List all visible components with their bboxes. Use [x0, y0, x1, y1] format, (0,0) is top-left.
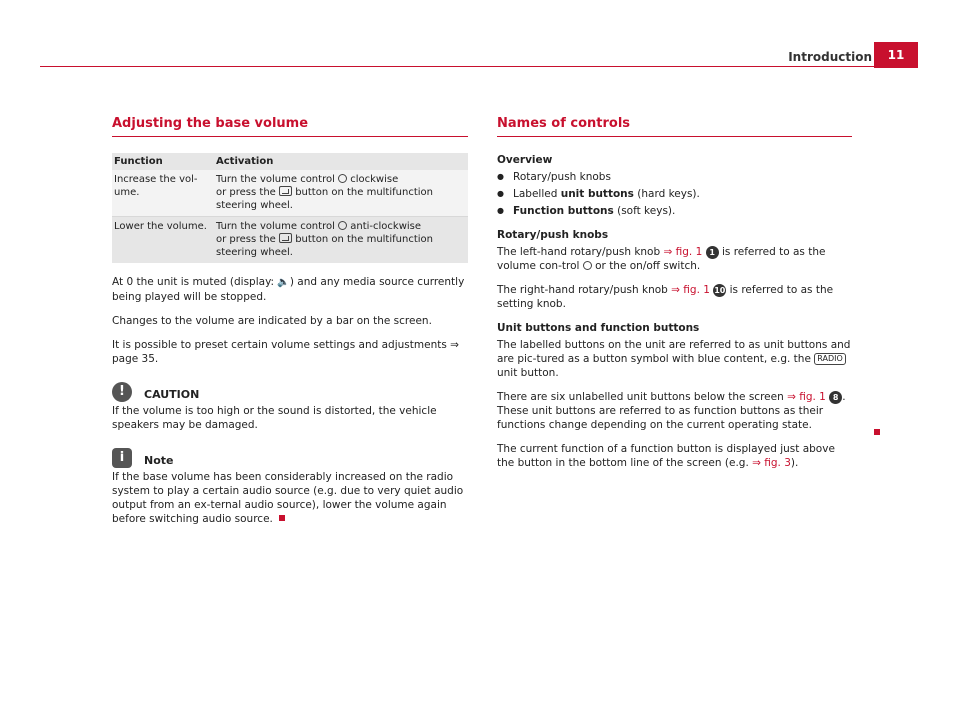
overview-heading: Overview: [497, 154, 553, 166]
activation-text: Turn the volume control: [216, 221, 335, 232]
running-header-title: Introduction: [788, 50, 872, 64]
callout-number-badge: 10: [714, 286, 726, 295]
activation-text: button on the multifunction steering wheel.: [216, 234, 433, 258]
figure-link[interactable]: ⇒ fig. 1: [671, 284, 710, 296]
list-text-bold: unit buttons: [560, 188, 634, 200]
paragraph-text: is referred to as the volume con-trol: [497, 246, 826, 272]
paragraph-text: There are six unlabelled unit buttons below the screen: [497, 391, 784, 403]
right-column: [497, 116, 852, 470]
paragraph-volume-bar: Changes to the volume are indicated by a bar on the screen.: [112, 315, 432, 327]
paragraph-unit-buttons: [497, 338, 852, 380]
caution-text: If the volume is too high or the sound is distorted, the vehicle speakers may be damaged.: [112, 405, 437, 431]
note-label: Note: [144, 454, 174, 467]
volume-knob-icon: [338, 174, 347, 183]
activation-text: Turn the volume control: [216, 174, 335, 185]
header-rule: [40, 66, 874, 67]
figure-link[interactable]: ⇒ fig. 1: [663, 246, 703, 258]
paragraph-text: . These unit buttons are referred to as function buttons as their functions change depending on the current operating state.: [497, 391, 846, 431]
paragraph-text: The current function of a function button is displayed just above the button in the bottom line of the screen (e.g.: [497, 443, 835, 469]
caution-callout: [112, 382, 468, 402]
list-text: (soft keys).: [613, 205, 676, 217]
table-cell-function: Lower the volume.: [112, 217, 214, 264]
table-row: [112, 170, 468, 217]
callout-number-badge: 8: [829, 391, 842, 404]
paragraph-preset: It is possible to preset certain volume settings and adjustments ⇒ page 35.: [112, 339, 459, 365]
radio-key-symbol: RADIO: [814, 353, 846, 365]
list-text: (hard keys).: [633, 188, 700, 200]
list-item: [497, 204, 852, 218]
list-text-bold: Function buttons: [513, 205, 614, 217]
activation-text: or press the: [216, 187, 276, 198]
page-number: 11: [874, 42, 918, 68]
activation-text: button on the multifunction steering wheel.: [216, 187, 433, 211]
left-column: [112, 116, 468, 526]
activation-text: or press the: [216, 234, 276, 245]
paragraph-function-buttons: [497, 390, 852, 432]
paragraph-mute: [112, 275, 468, 304]
paragraph-text: The right-hand rotary/push knob: [497, 284, 668, 296]
list-item: [497, 187, 852, 201]
paragraph-current-function: [497, 442, 852, 470]
list-item: ● Rotary/push knobs: [497, 170, 852, 184]
note-callout: [112, 448, 468, 468]
mute-icon: 🔈: [277, 277, 290, 288]
figure-link[interactable]: ⇒ fig. 3: [752, 457, 791, 469]
table-header-activation: Activation: [214, 153, 468, 170]
table-cell-activation: [214, 217, 468, 264]
figure-link[interactable]: ⇒ fig. 1: [787, 391, 826, 403]
table-header-function: Function: [112, 153, 214, 170]
volume-knob-icon: [338, 221, 347, 230]
section-title-base-volume: Adjusting the base volume: [112, 116, 468, 137]
caution-icon: !: [112, 382, 132, 402]
unit-buttons-heading: Unit buttons and function buttons: [497, 322, 700, 334]
activation-text: anti-clockwise: [350, 221, 422, 232]
activation-text: clockwise: [350, 174, 399, 185]
paragraph-text: ).: [790, 457, 799, 469]
section-title-controls: Names of controls: [497, 116, 852, 137]
note-text-block: [112, 470, 468, 526]
paragraph-right-knob: [497, 283, 852, 311]
paragraph-text: At 0 the unit is muted (display:: [112, 276, 275, 288]
paragraph-text: unit button.: [497, 367, 559, 379]
steering-wheel-button-icon: [279, 186, 292, 196]
table-cell-function: Increase the vol-ume.: [112, 170, 214, 217]
rotary-heading: Rotary/push knobs: [497, 229, 609, 241]
function-table: [112, 153, 468, 263]
paragraph-text: ) and any media source currently being played will be stopped.: [112, 276, 465, 303]
steering-wheel-button-icon: [279, 233, 292, 243]
paragraph-text: The labelled buttons on the unit are referred to as unit buttons and are pic-tured as a button symbol with blue content, e.g. the: [497, 339, 851, 365]
section-end-marker: [874, 429, 880, 435]
callout-number-badge: 1: [706, 246, 719, 259]
volume-knob-icon: [583, 261, 592, 270]
note-text: If the base volume has been considerably increased on the radio system to play a certain audio source (e.g. due to very quiet audio output from an ex-ternal audio source), lower the volume again before switching audio source.: [112, 471, 464, 525]
info-icon: i: [112, 448, 132, 468]
paragraph-text: or the on/off switch.: [595, 260, 701, 272]
list-text: Labelled: [513, 188, 561, 200]
paragraph-left-knob: [497, 245, 852, 273]
section-end-marker: [279, 515, 285, 521]
overview-list: [497, 170, 852, 218]
table-row: [112, 217, 468, 264]
paragraph-text: is referred to as the setting knob.: [497, 284, 834, 310]
caution-label: CAUTION: [144, 388, 200, 401]
paragraph-text: The left-hand rotary/push knob: [497, 246, 661, 258]
table-cell-activation: [214, 170, 468, 217]
